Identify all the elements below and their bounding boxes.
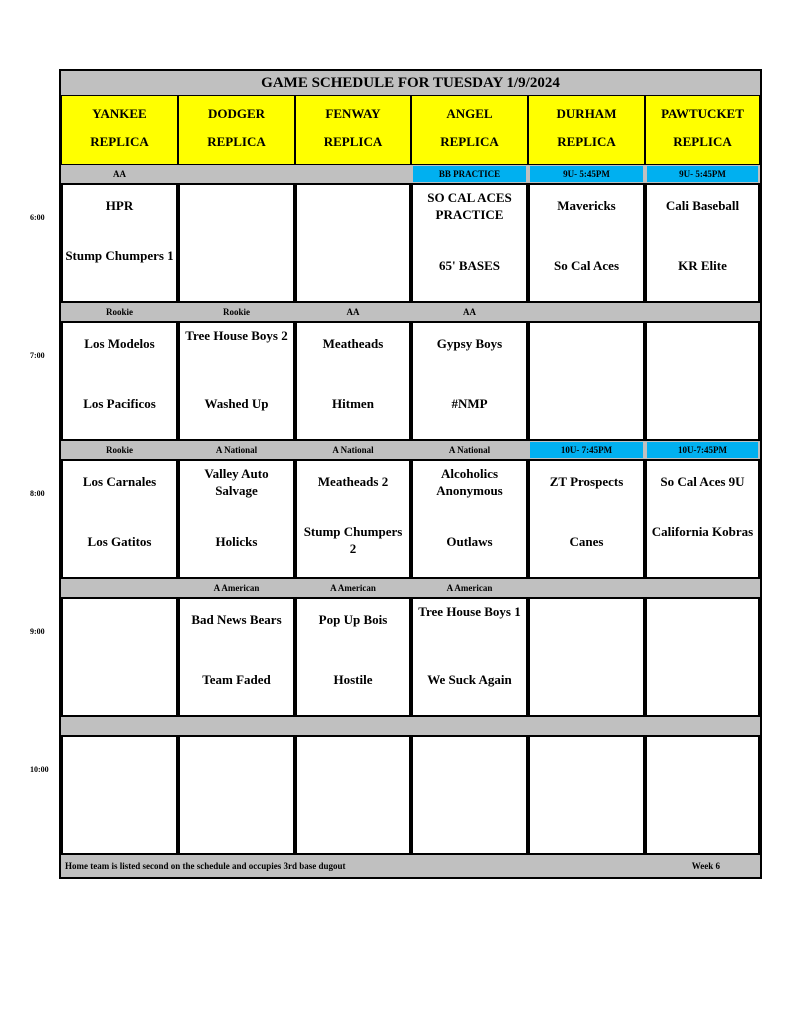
division-label: Rookie <box>106 445 133 455</box>
division-label: 10U- 7:45PM <box>530 442 643 458</box>
schedule-title: GAME SCHEDULE FOR TUESDAY 1/9/2024 <box>61 71 760 97</box>
home-team: #NMP <box>451 396 488 411</box>
home-team: Outlaws <box>446 534 493 549</box>
home-team: Canes <box>569 534 604 549</box>
time-label: 10:00 <box>30 765 49 774</box>
division-label: BB PRACTICE <box>413 166 526 182</box>
away-team: Pop Up Bois <box>318 612 388 627</box>
division-label: A National <box>215 445 258 455</box>
away-team: Cali Baseball <box>665 198 740 213</box>
game-cell <box>178 183 295 303</box>
away-team: SO CAL ACES PRACTICE <box>427 190 512 222</box>
home-team: California Kobras <box>651 524 754 539</box>
away-team: Meatheads 2 <box>317 474 389 489</box>
division-label <box>647 580 758 596</box>
division-label: AA <box>346 307 360 317</box>
home-team: Team Faded <box>202 672 271 687</box>
away-team: Tree House Boys 2 <box>185 328 288 343</box>
division-label <box>63 718 176 734</box>
division-label <box>530 580 643 596</box>
game-cell <box>411 735 528 855</box>
home-team: So Cal Aces <box>554 258 619 273</box>
away-team: So Cal Aces 9U <box>660 474 745 489</box>
division-label <box>297 718 409 734</box>
home-team: Stump Chumpers 1 <box>65 248 174 263</box>
division-label: A National <box>448 445 491 455</box>
home-team: KR Elite <box>678 258 727 273</box>
game-cell <box>528 597 645 717</box>
game-cell <box>528 735 645 855</box>
division-label: Rookie <box>106 307 133 317</box>
game-cell <box>528 459 645 579</box>
field-header <box>411 95 528 165</box>
division-label <box>63 580 176 596</box>
game-cell <box>178 459 295 579</box>
game-cell <box>645 597 760 717</box>
field-header <box>528 95 645 165</box>
game-cell <box>295 459 411 579</box>
division-label <box>180 166 293 182</box>
field-name: DURHAM <box>556 106 617 121</box>
away-team: Meatheads <box>322 336 384 351</box>
footer-week: Week 6 <box>691 861 720 871</box>
division-label: 9U- 5:45PM <box>647 166 758 182</box>
time-label: 6:00 <box>30 213 45 222</box>
home-team: 65' BASES <box>438 258 501 273</box>
field-sub: REPLICA <box>323 134 383 149</box>
game-cell <box>411 459 528 579</box>
game-cell <box>528 321 645 441</box>
field-name: YANKEE <box>92 106 147 121</box>
division-label <box>413 718 526 734</box>
game-cell <box>61 183 178 303</box>
schedule-footer <box>61 853 760 877</box>
away-team: Bad News Bears <box>191 612 282 627</box>
away-team: Valley Auto Salvage <box>204 466 269 498</box>
home-team: Los Pacificos <box>83 396 156 411</box>
home-team: Stump Chumpers 2 <box>303 524 403 556</box>
division-label <box>530 304 643 320</box>
away-team: Los Carnales <box>82 474 157 489</box>
away-team: ZT Prospects <box>549 474 624 489</box>
division-label: AA <box>113 169 126 179</box>
time-label: 8:00 <box>30 489 45 498</box>
away-team: Alcoholics Anonymous <box>436 466 503 498</box>
game-cell <box>295 597 411 717</box>
division-label: AA <box>463 307 476 317</box>
division-label <box>647 718 758 734</box>
field-sub: REPLICA <box>207 134 266 149</box>
away-team: Los Modelos <box>84 336 155 351</box>
division-label <box>647 304 758 320</box>
field-name: ANGEL <box>446 106 493 121</box>
division-label: A American <box>213 583 260 593</box>
home-team: Hostile <box>333 672 373 687</box>
home-team: Holicks <box>215 534 258 549</box>
field-sub: REPLICA <box>440 134 499 149</box>
division-label <box>530 718 643 734</box>
away-team: Mavericks <box>557 198 616 213</box>
field-name: PAWTUCKET <box>661 106 744 121</box>
home-team: We Suck Again <box>427 672 512 687</box>
division-label <box>297 166 409 182</box>
footer-note: Home team is listed second on the schedule and occupies 3rd base dugout <box>65 861 346 871</box>
game-cell <box>411 321 528 441</box>
field-header <box>645 95 760 165</box>
away-team: HPR <box>105 198 134 213</box>
home-team: Los Gatitos <box>87 534 152 549</box>
game-cell <box>61 321 178 441</box>
field-sub: REPLICA <box>90 134 149 149</box>
game-cell <box>61 735 178 855</box>
time-label: 7:00 <box>30 351 45 360</box>
game-cell <box>178 321 295 441</box>
away-team: Gypsy Boys <box>436 336 503 351</box>
division-label: Rookie <box>223 307 250 317</box>
division-label: 10U-7:45PM <box>647 442 758 458</box>
game-cell <box>295 321 411 441</box>
field-header <box>61 95 178 165</box>
game-cell <box>528 183 645 303</box>
game-cell <box>645 735 760 855</box>
division-label: A American <box>446 583 493 593</box>
game-cell <box>61 597 178 717</box>
field-header <box>178 95 295 165</box>
game-cell <box>411 183 528 303</box>
division-label: A American <box>330 583 376 593</box>
away-team: Tree House Boys 1 <box>418 604 521 619</box>
home-team: Hitmen <box>332 396 374 411</box>
game-cell <box>645 459 760 579</box>
time-label: 9:00 <box>30 627 45 636</box>
game-cell <box>411 597 528 717</box>
game-cell <box>645 321 760 441</box>
game-cell <box>178 735 295 855</box>
field-name: FENWAY <box>325 106 381 121</box>
game-cell <box>645 183 760 303</box>
field-sub: REPLICA <box>557 134 616 149</box>
division-label: A National <box>332 445 374 455</box>
game-cell <box>178 597 295 717</box>
division-label: 9U- 5:45PM <box>530 166 643 182</box>
schedule-sheet <box>59 69 762 879</box>
game-cell <box>61 459 178 579</box>
game-cell <box>295 735 411 855</box>
field-header <box>295 95 411 165</box>
division-label <box>180 718 293 734</box>
field-sub: REPLICA <box>673 134 732 149</box>
field-name: DODGER <box>207 106 266 121</box>
game-cell <box>295 183 411 303</box>
home-team: Washed Up <box>204 396 269 411</box>
